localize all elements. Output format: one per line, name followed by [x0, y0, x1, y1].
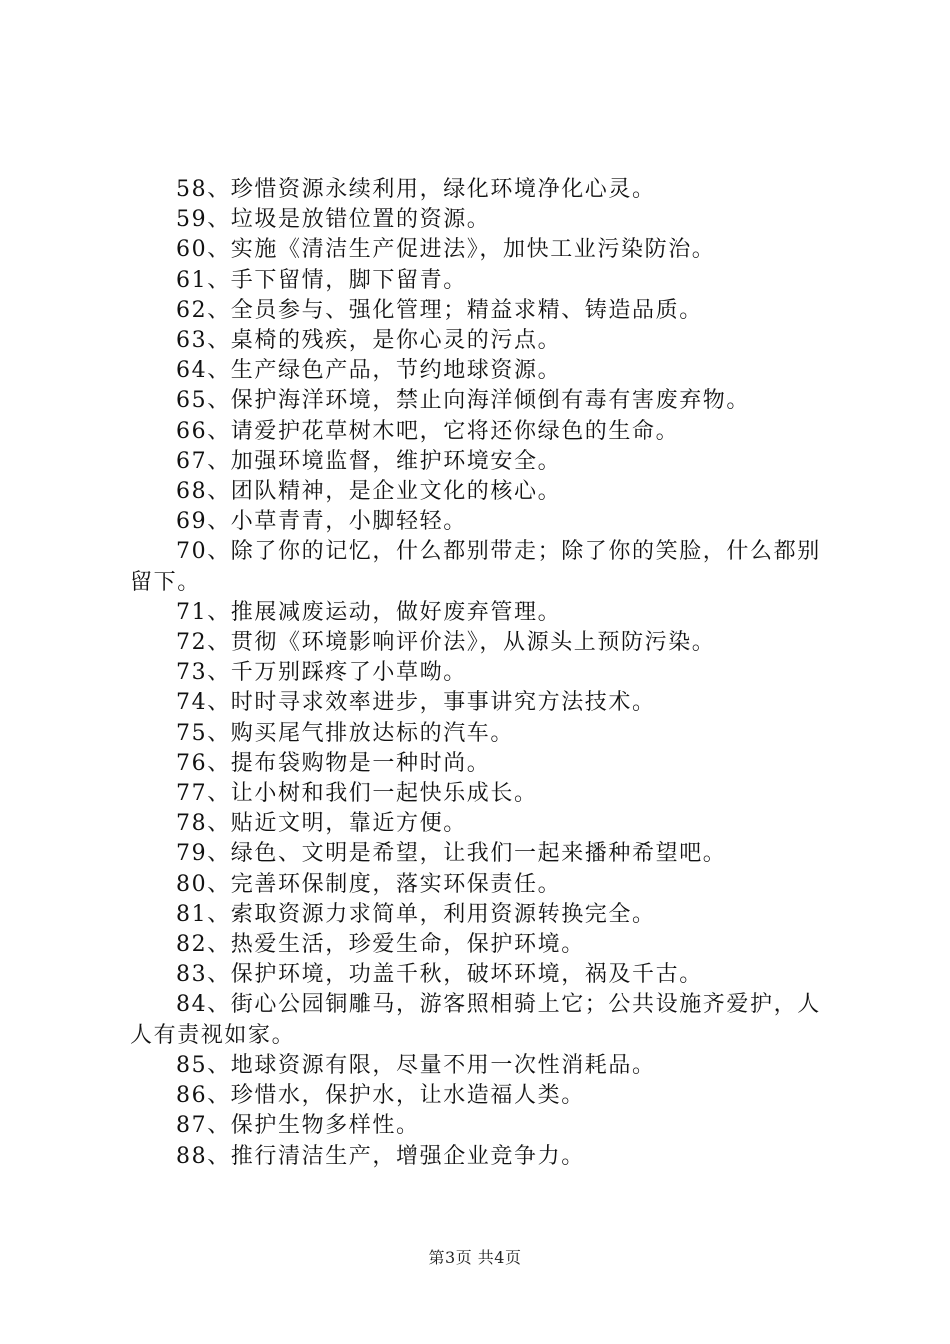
slogan-line: 70、除了你的记忆，什么都别带走；除了你的笑脸，什么都别留下。 [130, 539, 821, 595]
slogan-line: 82、热爱生活，珍爱生命，保护环境。 [176, 932, 585, 958]
slogan-line: 67、加强环境监督，维护环境安全。 [176, 448, 562, 474]
slogan-line: 60、实施《清洁生产促进法》，加快工业污染防治。 [176, 237, 716, 263]
slogan-line: 81、索取资源力求简单，利用资源转换完全。 [176, 901, 656, 927]
slogan-line: 68、团队精神，是企业文化的核心。 [176, 479, 562, 505]
slogan-line: 66、请爱护花草树木吧，它将还你绿色的生命。 [176, 418, 680, 444]
slogan-line: 78、贴近文明，靠近方便。 [176, 811, 467, 837]
slogan-line: 58、珍惜资源永续利用，绿化环境净化心灵。 [176, 177, 656, 202]
slogan-line: 69、小草青青，小脚轻轻。 [176, 509, 467, 535]
slogan-line: 72、贯彻《环境影响评价法》，从源头上预防污染。 [176, 630, 716, 656]
slogan-line: 75、购买尾气排放达标的汽车。 [176, 720, 514, 746]
slogan-line: 61、手下留情，脚下留青。 [176, 267, 467, 293]
slogan-line: 85、地球资源有限，尽量不用一次性消耗品。 [176, 1052, 656, 1078]
slogan-line: 62、全员参与、强化管理；精益求精、铸造品质。 [176, 297, 703, 323]
slogan-line: 84、街心公园铜雕马，游客照相骑上它；公共设施齐爱护，人人有责视如家。 [130, 992, 821, 1048]
slogan-line: 71、推展减废运动，做好废弃管理。 [176, 599, 562, 625]
slogan-line: 79、绿色、文明是希望，让我们一起来播种希望吧。 [176, 841, 727, 867]
slogan-line: 83、保护环境，功盖千秋，破坏环境，祸及千古。 [176, 962, 703, 988]
slogan-line: 77、让小树和我们一起快乐成长。 [176, 781, 538, 807]
slogan-line: 63、桌椅的残疾，是你心灵的污点。 [176, 328, 562, 354]
slogan-line: 87、保护生物多样性。 [176, 1113, 420, 1139]
slogan-line: 80、完善环保制度，落实环保责任。 [176, 871, 562, 897]
slogan-list [130, 175, 840, 1172]
slogan-line: 76、提布袋购物是一种时尚。 [176, 750, 491, 776]
slogan-line: 64、生产绿色产品，节约地球资源。 [176, 358, 562, 384]
slogan-line: 74、时时寻求效率进步，事事讲究方法技术。 [176, 690, 656, 716]
slogan-line: 88、推行清洁生产，增强企业竞争力。 [176, 1143, 585, 1169]
slogan-line: 65、保护海洋环境，禁止向海洋倾倒有毒有害废弃物。 [176, 388, 750, 414]
slogan-line: 73、千万别踩疼了小草呦。 [176, 660, 467, 686]
slogan-line: 59、垃圾是放错位置的资源。 [176, 207, 491, 233]
slogan-line: 86、珍惜水，保护水，让水造福人类。 [176, 1083, 585, 1109]
page-number-footer: 第3页 共4页 [428, 1248, 522, 1267]
